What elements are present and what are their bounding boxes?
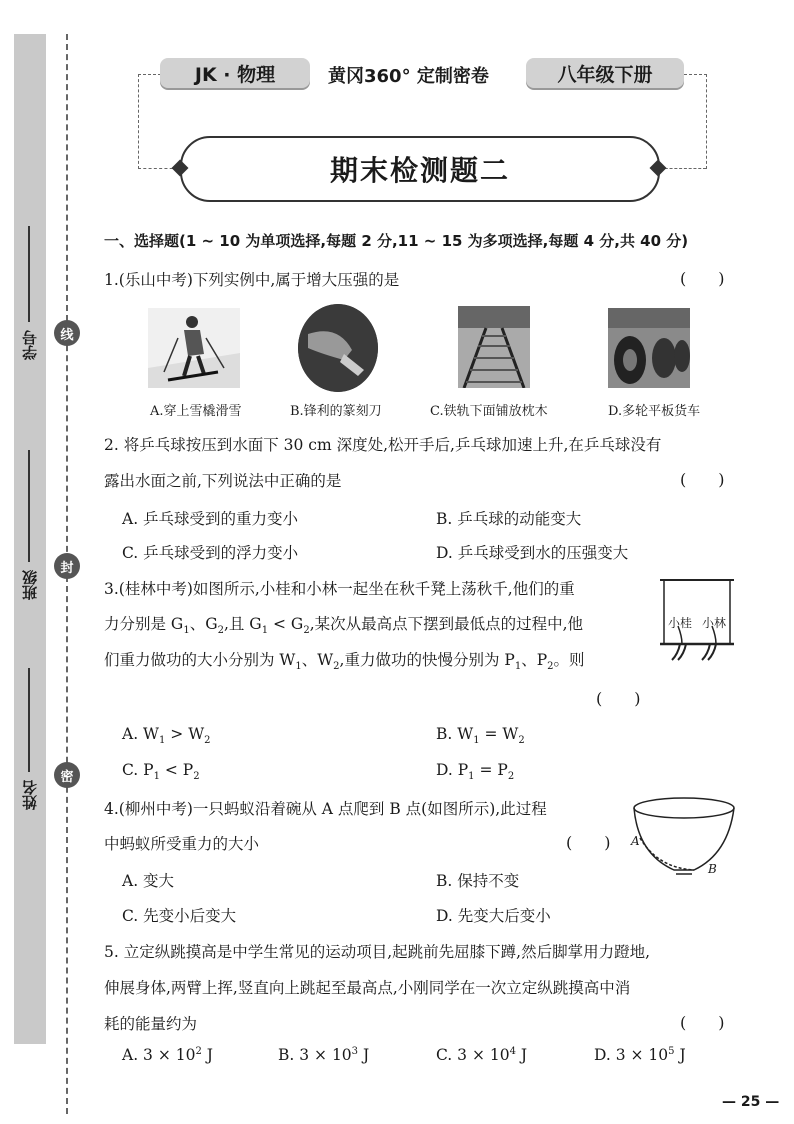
q4-option-d: D. 先变大后变小 xyxy=(436,907,551,925)
q5-option-b: B. $3 \times 10^3$ J xyxy=(278,1046,370,1065)
q4-line2: 中蚂蚁所受重力的大小 xyxy=(104,835,260,853)
q3-option-a: A. $W_1 > W_2$ xyxy=(122,725,211,747)
seal-line: 线 xyxy=(54,320,80,346)
q2-option-a: A. 乒乓球受到的重力变小 xyxy=(122,510,299,528)
q3-option-b: B. $W_1 = W_2$ xyxy=(436,725,525,747)
series-brand: 黄冈360° 定制密卷 xyxy=(328,66,489,87)
section-heading: 一、选择题(1 ~ 10 为单项选择,每题 2 分,11 ~ 15 为多项选择,每题 4 分,共 40 分) xyxy=(104,232,689,250)
q3-line3: 们重力做功的大小分别为 $W_1$、$W_2$,重力做功的快慢分别为 $P_1$、$P_2$。则 xyxy=(104,651,585,673)
binding-strip xyxy=(14,34,46,1044)
q4-option-a: A. 变大 xyxy=(122,872,175,890)
q1-caption-d: D.多轮平板货车 xyxy=(608,404,701,419)
q5-line2: 伸展身体,两臂上挥,竖直向上跳起至最高点,小刚同学在一次立定纵跳摸高中消 xyxy=(104,979,631,997)
q2-line1: 2. 将乒乓球按压到水面下 30 cm 深度处,松开手后,乒乓球加速上升,在乒乓球没有 xyxy=(104,436,662,454)
name-blank xyxy=(28,668,30,772)
seal-seal: 封 xyxy=(54,553,80,579)
name-label: 姓名 xyxy=(21,780,39,810)
q3-answer-paren[interactable]: ( ) xyxy=(596,689,641,708)
q4-answer-paren[interactable]: ( ) xyxy=(566,833,611,852)
class-blank xyxy=(28,450,30,562)
bowl-figure xyxy=(628,794,738,880)
carving-knife-image xyxy=(298,304,378,392)
q5-line1: 5. 立定纵跳摸高是中学生常见的运动项目,起跳前先屈膝下蹲,然后脚掌用力蹬地, xyxy=(104,943,650,961)
header-connector-right-h xyxy=(660,168,706,169)
q2-option-b: B. 乒乓球的动能变大 xyxy=(436,510,582,528)
q5-line3: 耗的能量约为 xyxy=(104,1015,198,1033)
q1-answer-paren[interactable]: ( ) xyxy=(680,269,725,288)
q1-caption-a: A.穿上雪橇滑雪 xyxy=(150,404,242,419)
q3-option-c: C. $P_1 < P_2$ xyxy=(122,761,200,783)
railway-sleepers-image xyxy=(458,306,530,388)
header-connector-left xyxy=(138,74,161,169)
student-id-label: 学号 xyxy=(21,330,39,360)
q5-option-a: A. $3 \times 10^2$ J xyxy=(122,1046,213,1065)
q5-option-d: D. $3 \times 10^5$ J xyxy=(594,1046,686,1065)
page-number: — 25 — xyxy=(722,1094,780,1110)
skiing-image xyxy=(148,308,240,388)
q1-stem: 1.(乐山中考)下列实例中,属于增大压强的是 xyxy=(104,271,400,289)
bowl-point-a: A xyxy=(631,834,640,848)
q4-option-b: B. 保持不变 xyxy=(436,872,520,890)
header-connector-right xyxy=(684,74,707,169)
q1-caption-c: C.铁轨下面铺放枕木 xyxy=(430,404,548,419)
q1-caption-b: B.锋利的篆刻刀 xyxy=(290,404,382,419)
q2-option-c: C. 乒乓球受到的浮力变小 xyxy=(122,544,299,562)
q2-line2: 露出水面之前,下列说法中正确的是 xyxy=(104,472,342,490)
bowl-point-b: B xyxy=(708,862,717,876)
q5-answer-paren[interactable]: ( ) xyxy=(680,1013,725,1032)
seal-secret: 密 xyxy=(54,762,80,788)
q2-answer-paren[interactable]: ( ) xyxy=(680,470,725,489)
q4-option-c: C. 先变小后变大 xyxy=(122,907,237,925)
q3-option-d: D. $P_1 = P_2$ xyxy=(436,761,515,783)
student-id-blank xyxy=(28,226,30,322)
q4-line1: 4.(柳州中考)一只蚂蚁沿着碗从 A 点爬到 B 点(如图所示),此过程 xyxy=(104,800,547,818)
swing-label-xiaogui: 小桂 xyxy=(668,616,693,630)
q3-line1: 3.(桂林中考)如图所示,小桂和小林一起坐在秋千凳上荡秋千,他们的重 xyxy=(104,580,575,598)
truck-wheels-image xyxy=(608,308,690,388)
grade-pill: 八年级下册 xyxy=(526,58,684,88)
class-label: 班级 xyxy=(21,570,39,600)
page-title: 期末检测题二 xyxy=(180,136,660,202)
subject-pill: JK · 物理 xyxy=(160,58,310,88)
swing-label-xiaolin: 小林 xyxy=(702,616,727,630)
q5-option-c: C. $3 \times 10^4$ J xyxy=(436,1046,528,1065)
q3-line2: 力分别是 $G_1$、$G_2$,且 $G_1 < G_2$,某次从最高点下摆到最低点的过程中,他 xyxy=(104,615,584,637)
q2-option-d: D. 乒乓球受到水的压强变大 xyxy=(436,544,629,562)
